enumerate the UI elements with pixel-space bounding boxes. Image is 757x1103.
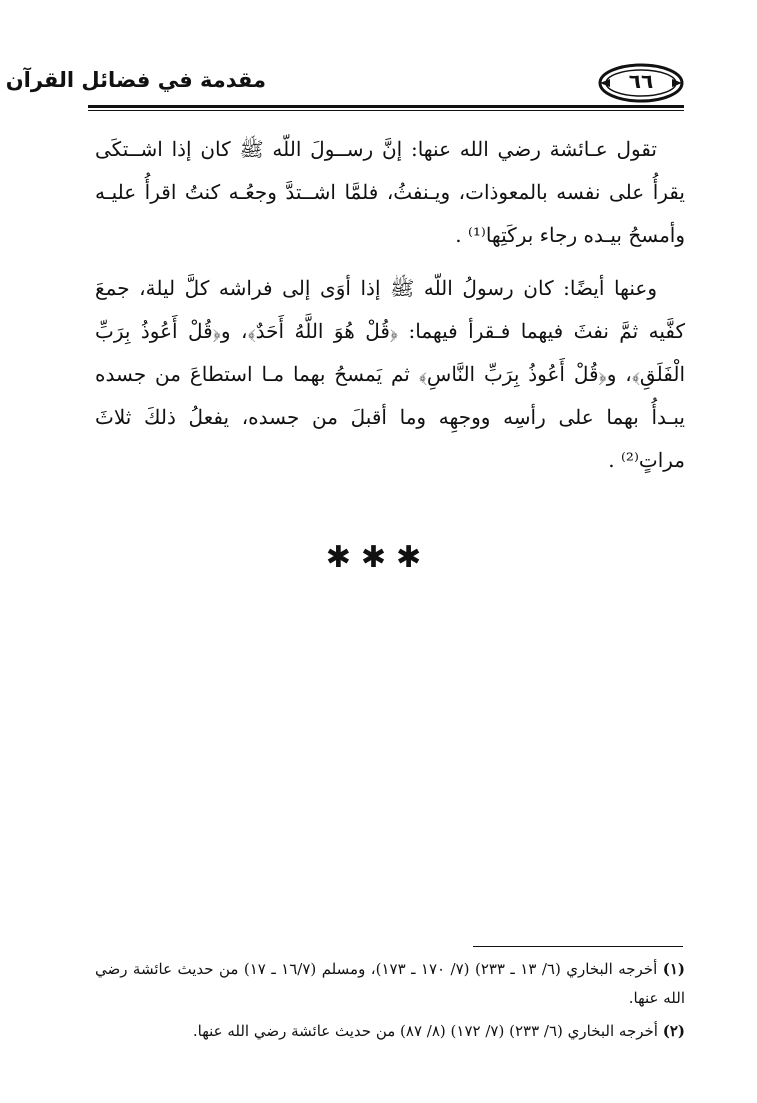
footnote-1-text: أخرجه البخاري (٦/ ١٣ ـ ٢٣٣) (٧/ ١٧٠ ـ ١٧٣)، ومسلم (١٦/٧ ـ ١٧) من حديث عائشة رضي الله عنها. (95, 960, 685, 1007)
footnote-1-number: (١) (662, 960, 685, 978)
footnotes (95, 955, 685, 1046)
header-rule-thin (88, 110, 684, 111)
page-number-badge (598, 62, 684, 104)
paragraph-2: وعنها أيضًا: كان رسولُ اللّه ﷺ إذا أوَى إلى فراشه كلَّ ليلة، جمعَ كفَّيه ثمَّ نفثَ فيهما فـقرأ فيهما: ﴿قُلْ هُوَ اللَّهُ أَحَدٌ﴾، و﴿قُلْ أَعُوذُ بِرَبِّ الْفَلَقِ﴾، و﴿قُلْ أَعُوذُ بِرَبِّ النَّاسِ﴾ ثم يَمسحُ بهما مـا استطاعَ من جسده يبـدأُ بهما على رأسِه ووجهِه وما أقبلَ من جسده، يفعلُ ذلكَ ثلاثَ مراتٍ⁽²⁾ . (95, 276, 685, 472)
page-header (5, 62, 684, 108)
header-rule (88, 105, 684, 108)
running-title: مقدمة في فضائل القرآن (5, 68, 266, 92)
footnote-2 (95, 1017, 685, 1046)
main-text (95, 128, 685, 482)
footnote-2-number: (٢) (662, 1022, 685, 1040)
footnote-rule (473, 946, 683, 947)
footnote-2-text: أخرجه البخاري (٦/ ٢٣٣) (٧/ ١٧٢) (٨/ ٨٧) من حديث عائشة رضي الله عنها. (192, 1022, 658, 1040)
footnote-1 (95, 955, 685, 1013)
paragraph-1: تقول عـائشة رضي الله عنها: إنَّ رســولَ اللّه ﷺ كان إذا اشــتكَى يقرأُ على نفسه بالمعوذات، ويـنفثُ، فلمَّا اشــتدَّ وجعُـه كنتُ اقرأُ عليـه وأمسحُ بيـده رجاء بركَتِها⁽¹⁾ . (95, 137, 685, 247)
section-separator: ✱✱✱ (325, 540, 432, 575)
page-number: ٦٦ (628, 69, 654, 93)
